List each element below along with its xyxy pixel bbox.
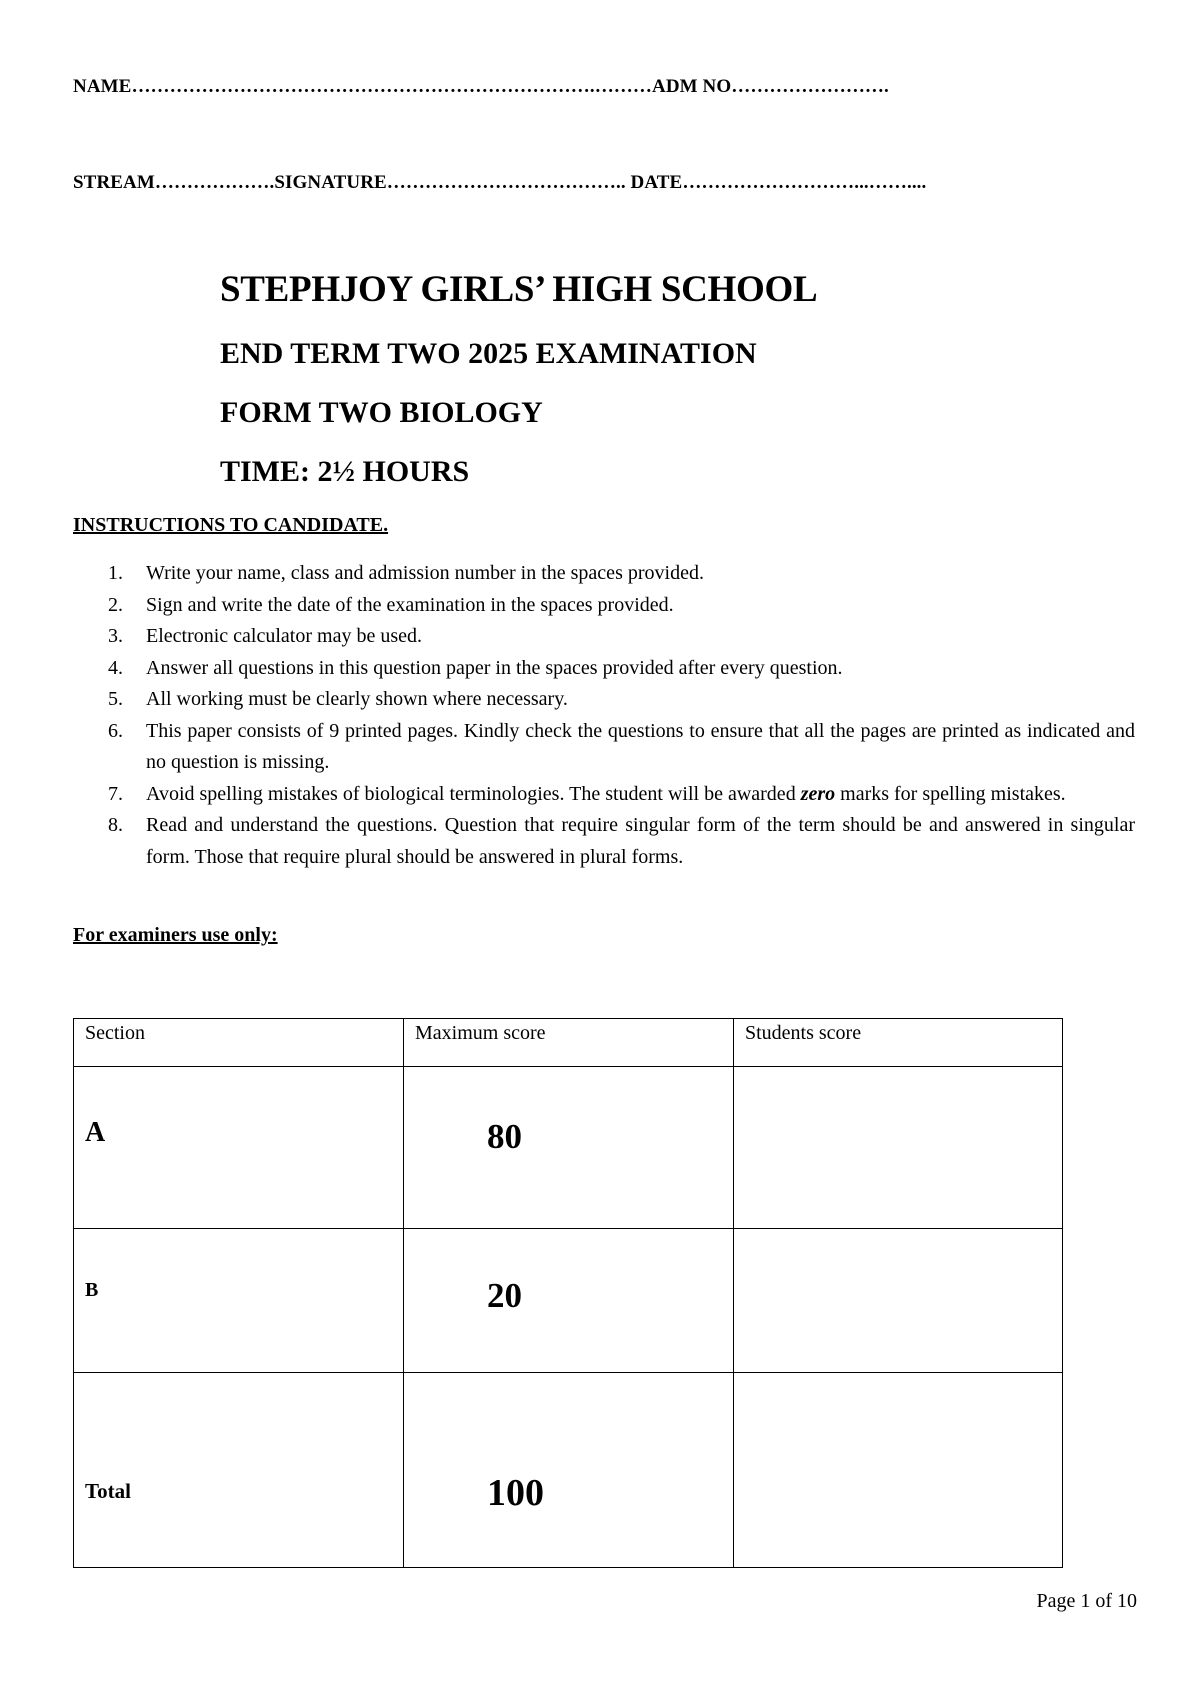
max-score-value: 100 [487, 1472, 544, 1514]
subject-title: FORM TWO BIOLOGY [220, 396, 543, 429]
instruction-text: Read and understand the questions. Question that require singular form of the term should be and answered in singular form. Those that require plural should be answered in plural forms. [146, 814, 1135, 868]
table-header-row [74, 1019, 1063, 1067]
instruction-emphasis: zero [800, 782, 836, 805]
instruction-text: Answer all questions in this question paper in the spaces provided after every question. [146, 656, 843, 679]
instruction-item [73, 590, 1135, 622]
column-header-section: Section [74, 1019, 404, 1067]
stream-signature-date-field-line: STREAM……………….SIGNATURE……………………………….. DATE………………………...…….... [73, 172, 927, 193]
score-table [73, 1018, 1063, 1568]
max-score-cell [404, 1373, 734, 1568]
instruction-text-after: marks for spelling mistakes. [835, 782, 1066, 805]
instruction-item [73, 684, 1135, 716]
max-score-value: 80 [487, 1117, 522, 1156]
instruction-text: This paper consists of 9 printed pages. Kindly check the questions to ensure that all the pages are printed as indicated and no question is missing. [146, 719, 1135, 773]
student-score-cell[interactable] [734, 1373, 1063, 1568]
section-cell [74, 1229, 404, 1373]
table-row [74, 1229, 1063, 1373]
column-header-max-score: Maximum score [404, 1019, 734, 1067]
max-score-value: 20 [487, 1276, 522, 1315]
page-number: Page 1 of 10 [1036, 1590, 1137, 1612]
instruction-number: 7. [108, 782, 123, 805]
section-label: A [85, 1117, 106, 1148]
instructions-heading: INSTRUCTIONS TO CANDIDATE. [73, 514, 389, 536]
table-row [74, 1067, 1063, 1229]
column-header-student-score: Students score [734, 1019, 1063, 1067]
instruction-number: 6. [108, 719, 123, 742]
instruction-item [73, 558, 1135, 590]
instruction-text: All working must be clearly shown where necessary. [146, 688, 568, 710]
instruction-list [73, 558, 1135, 873]
instruction-number: 3. [108, 625, 123, 647]
instruction-item [73, 716, 1135, 779]
instruction-number: 1. [108, 562, 123, 584]
section-label: B [85, 1279, 99, 1301]
exam-name: END TERM TWO 2025 EXAMINATION [220, 337, 757, 370]
max-score-cell [404, 1067, 734, 1229]
instruction-number: 5. [108, 688, 123, 710]
section-cell [74, 1373, 404, 1568]
school-name: STEPHJOY GIRLS’ HIGH SCHOOL [220, 269, 818, 310]
instruction-text: Write your name, class and admission number in the spaces provided. [146, 562, 704, 584]
instruction-number: 4. [108, 656, 123, 679]
instruction-number: 2. [108, 593, 123, 616]
section-cell [74, 1067, 404, 1229]
instruction-item [73, 653, 1135, 685]
instruction-number: 8. [108, 814, 123, 836]
instruction-item [73, 621, 1135, 653]
section-label: Total [85, 1479, 131, 1503]
instruction-item [73, 779, 1135, 811]
instruction-text: Electronic calculator may be used. [146, 625, 422, 647]
max-score-cell [404, 1229, 734, 1373]
instruction-text-before: Avoid spelling mistakes of biological terminologies. The student will be awarded [146, 782, 801, 805]
name-admno-field-line: NAME……………………………………………………………….………ADM NO……………………. [73, 76, 889, 97]
time-allowed: TIME: 2½ HOURS [220, 455, 470, 488]
student-score-cell[interactable] [734, 1229, 1063, 1373]
instruction-item [73, 810, 1135, 873]
student-score-cell[interactable] [734, 1067, 1063, 1229]
examiners-use-heading: For examiners use only: [73, 924, 278, 946]
instruction-text: Sign and write the date of the examination in the spaces provided. [146, 593, 674, 616]
table-row [74, 1373, 1063, 1568]
